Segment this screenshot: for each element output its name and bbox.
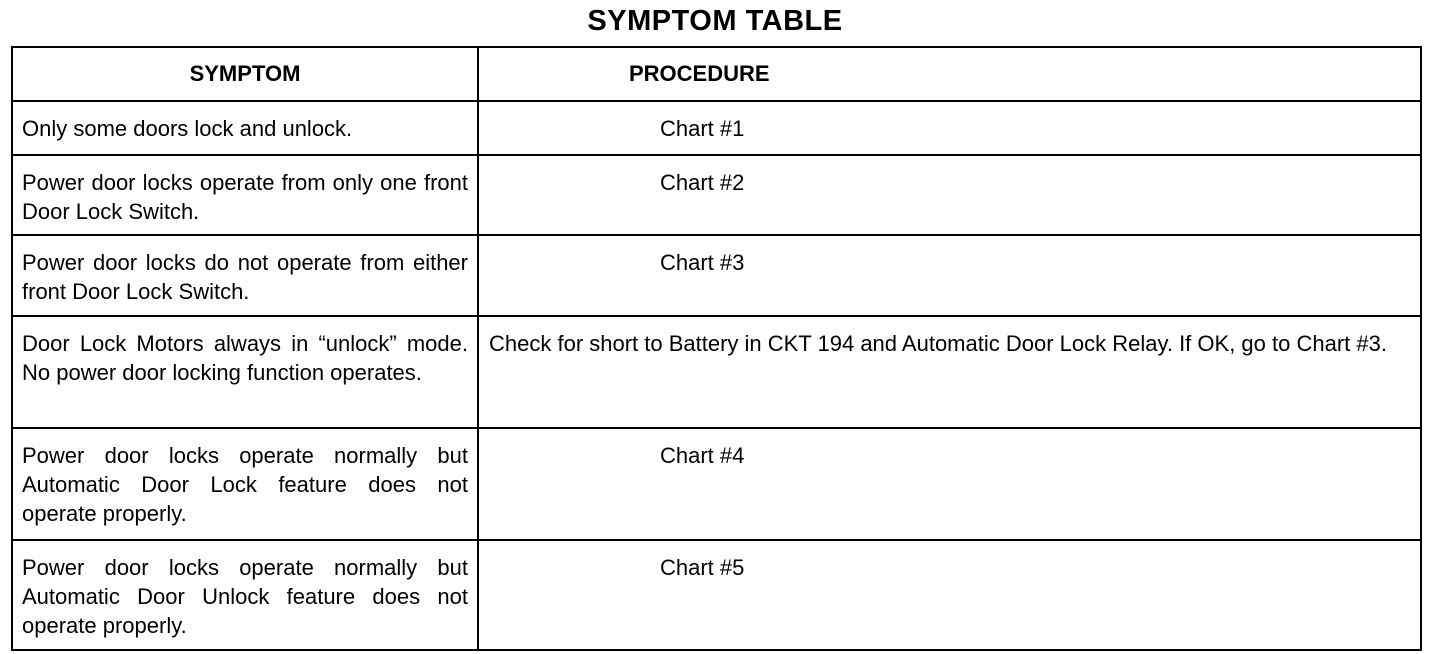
- procedure-cell: Chart #3: [478, 235, 1421, 316]
- table-row: [12, 316, 1421, 428]
- column-header-procedure: [478, 47, 1421, 101]
- symptom-cell: Power door locks operate normally but Automatic Door Lock feature does not operate properly.: [12, 428, 478, 540]
- symptom-cell: Power door locks operate from only one front Door Lock Switch.: [12, 155, 478, 235]
- symptom-cell: Door Lock Motors always in “unlock” mode. No power door locking function operates.: [12, 316, 478, 428]
- column-header-symptom: SYMPTOM: [12, 47, 478, 101]
- table-row: [12, 155, 1421, 235]
- table-header-row: [12, 47, 1421, 101]
- table-row: [12, 101, 1421, 155]
- table-row: [12, 235, 1421, 316]
- table-row: [12, 540, 1421, 650]
- procedure-cell: Chart #2: [478, 155, 1421, 235]
- procedure-cell: Check for short to Battery in CKT 194 and Automatic Door Lock Relay. If OK, go to Chart #3.: [478, 316, 1421, 428]
- column-header-procedure-label: PROCEDURE: [629, 61, 770, 86]
- table-row: [12, 428, 1421, 540]
- procedure-cell: Chart #1: [478, 101, 1421, 155]
- page-title: SYMPTOM TABLE: [587, 5, 843, 37]
- symptom-table: [11, 46, 1422, 651]
- procedure-cell: Chart #4: [478, 428, 1421, 540]
- symptom-cell: Power door locks do not operate from either front Door Lock Switch.: [12, 235, 478, 316]
- symptom-cell: Power door locks operate normally but Automatic Door Unlock feature does not operate properly.: [12, 540, 478, 650]
- procedure-cell: Chart #5: [478, 540, 1421, 650]
- symptom-cell: Only some doors lock and unlock.: [12, 101, 478, 155]
